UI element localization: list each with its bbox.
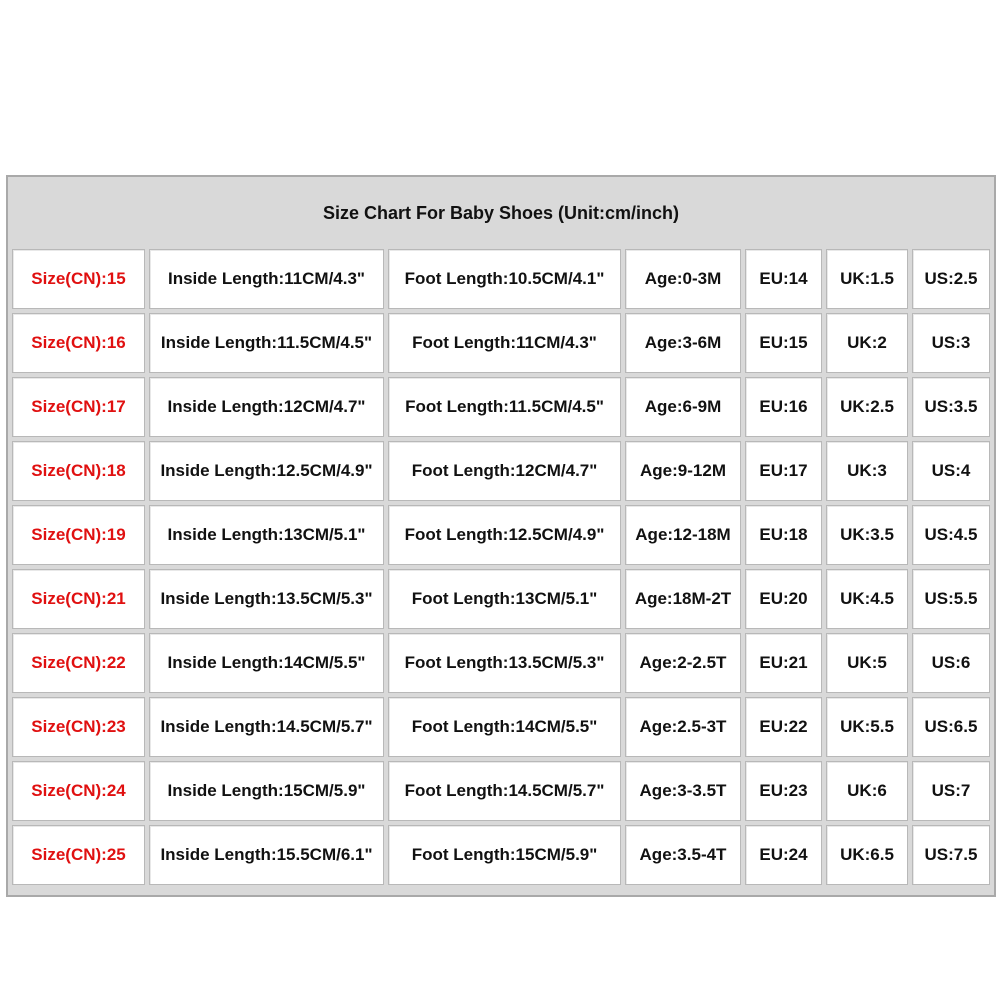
uk-size-cell: UK:3.5 [826,505,908,565]
us-size-cell: US:5.5 [912,569,990,629]
uk-size-cell: UK:6 [826,761,908,821]
foot-length-cell: Foot Length:12CM/4.7" [388,441,621,501]
foot-length-cell: Foot Length:14CM/5.5" [388,697,621,757]
table-row [12,825,990,885]
eu-size-cell: EU:21 [745,633,822,693]
eu-size-cell: EU:23 [745,761,822,821]
us-size-cell: US:3 [912,313,990,373]
size-cn-cell: Size(CN):22 [12,633,145,693]
foot-length-cell: Foot Length:10.5CM/4.1" [388,249,621,309]
eu-size-cell: EU:20 [745,569,822,629]
age-cell: Age:18M-2T [625,569,741,629]
age-cell: Age:3-6M [625,313,741,373]
table-row [12,441,990,501]
size-chart-table [8,177,994,889]
table-row [12,697,990,757]
inside-length-cell: Inside Length:14CM/5.5" [149,633,384,693]
age-cell: Age:6-9M [625,377,741,437]
table-row [12,761,990,821]
size-cn-cell: Size(CN):16 [12,313,145,373]
foot-length-cell: Foot Length:15CM/5.9" [388,825,621,885]
foot-length-cell: Foot Length:11CM/4.3" [388,313,621,373]
us-size-cell: US:7 [912,761,990,821]
size-cn-cell: Size(CN):23 [12,697,145,757]
size-cn-cell: Size(CN):19 [12,505,145,565]
age-cell: Age:9-12M [625,441,741,501]
inside-length-cell: Inside Length:15.5CM/6.1" [149,825,384,885]
table-row [12,633,990,693]
size-cn-cell: Size(CN):25 [12,825,145,885]
uk-size-cell: UK:5.5 [826,697,908,757]
foot-length-cell: Foot Length:13.5CM/5.3" [388,633,621,693]
size-cn-cell: Size(CN):15 [12,249,145,309]
uk-size-cell: UK:5 [826,633,908,693]
size-chart-frame [6,175,996,897]
eu-size-cell: EU:18 [745,505,822,565]
inside-length-cell: Inside Length:13.5CM/5.3" [149,569,384,629]
table-row [12,505,990,565]
us-size-cell: US:4.5 [912,505,990,565]
table-row [12,313,990,373]
inside-length-cell: Inside Length:11CM/4.3" [149,249,384,309]
age-cell: Age:0-3M [625,249,741,309]
us-size-cell: US:4 [912,441,990,501]
uk-size-cell: UK:2 [826,313,908,373]
uk-size-cell: UK:2.5 [826,377,908,437]
chart-title: Size Chart For Baby Shoes (Unit:cm/inch) [12,181,990,245]
foot-length-cell: Foot Length:12.5CM/4.9" [388,505,621,565]
eu-size-cell: EU:17 [745,441,822,501]
us-size-cell: US:6 [912,633,990,693]
age-cell: Age:3-3.5T [625,761,741,821]
foot-length-cell: Foot Length:13CM/5.1" [388,569,621,629]
us-size-cell: US:3.5 [912,377,990,437]
size-cn-cell: Size(CN):21 [12,569,145,629]
inside-length-cell: Inside Length:14.5CM/5.7" [149,697,384,757]
eu-size-cell: EU:14 [745,249,822,309]
age-cell: Age:3.5-4T [625,825,741,885]
uk-size-cell: UK:1.5 [826,249,908,309]
inside-length-cell: Inside Length:12.5CM/4.9" [149,441,384,501]
age-cell: Age:2-2.5T [625,633,741,693]
uk-size-cell: UK:3 [826,441,908,501]
size-cn-cell: Size(CN):24 [12,761,145,821]
eu-size-cell: EU:24 [745,825,822,885]
title-row [12,181,990,245]
size-cn-cell: Size(CN):17 [12,377,145,437]
inside-length-cell: Inside Length:12CM/4.7" [149,377,384,437]
inside-length-cell: Inside Length:13CM/5.1" [149,505,384,565]
age-cell: Age:2.5-3T [625,697,741,757]
us-size-cell: US:7.5 [912,825,990,885]
table-row [12,377,990,437]
eu-size-cell: EU:16 [745,377,822,437]
age-cell: Age:12-18M [625,505,741,565]
foot-length-cell: Foot Length:11.5CM/4.5" [388,377,621,437]
table-row [12,569,990,629]
table-row [12,249,990,309]
us-size-cell: US:6.5 [912,697,990,757]
size-cn-cell: Size(CN):18 [12,441,145,501]
eu-size-cell: EU:15 [745,313,822,373]
us-size-cell: US:2.5 [912,249,990,309]
inside-length-cell: Inside Length:15CM/5.9" [149,761,384,821]
eu-size-cell: EU:22 [745,697,822,757]
foot-length-cell: Foot Length:14.5CM/5.7" [388,761,621,821]
inside-length-cell: Inside Length:11.5CM/4.5" [149,313,384,373]
uk-size-cell: UK:6.5 [826,825,908,885]
uk-size-cell: UK:4.5 [826,569,908,629]
